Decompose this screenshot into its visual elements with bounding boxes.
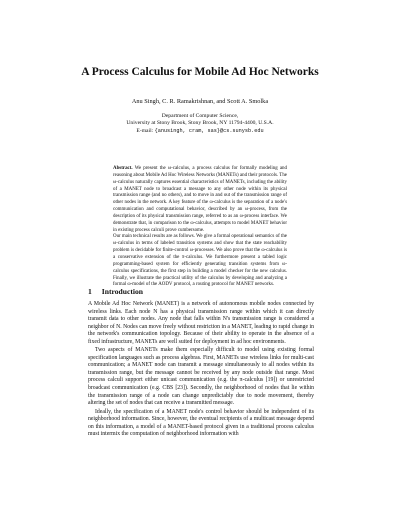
section-heading	[88, 287, 143, 296]
email-address: {anusingh, cram, sas}@cs.sunysb.edu	[154, 127, 264, 134]
abstract-paragraph-1	[113, 166, 287, 234]
email-line	[0, 128, 400, 135]
abstract-paragraph-2: Our main technical results are as follows. We give a formal operational semantics of the ω-calculus in terms of labeled transition systems and show that the state reachability problem is decidable for finite-control ω-processes. We also prove that the ω-calculus is a conservative extension of the π-calculus. We furthermore present a tabled logic programming-based system for efficiently generating transition systems from ω-calculus specifications, the first step in building a model checker for the new calculus. Finally, we illustrate the practical utility of the calculus by developing and analyzing a formal ω-model of the AODV protocol, a routing protocol for MANET networks.	[113, 234, 287, 288]
body-paragraph-2: Two aspects of MANETs make them especially difficult to model using existing formal specification languages such as process algebras. First, MANETs use wireless links for multi-cast communication; a MANET node can transmit a message simultaneously to all nodes within its transmission range, but the message cannot be received by any node outside that range. Most process calculi support either unicast communication (e.g. the π-calculus [19]) or unrestricted broadcast communication (e.g. CBS [23]). Secondly, the neighborhood of nodes that lie within the transmission range of a node can change unpredictably due to node movement, thereby altering the set of nodes that can receive a transmitted message.	[88, 347, 314, 407]
abstract-text: We present the ω-calculus, a process calculus for formally modeling and reasoning about Mobile Ad Hoc Wireless Networks (MANETs) and their protocols. The ω-calculus naturally captures essential characteristics of MANETs, including the ability of a MANET node to broadcast a message to any other node within its physical transmission range (and no others), and to move in and out of the transmission range of other nodes in the network. A key feature of the ω-calculus is the separation of a node's communication and computational behavior, described by an ω-process, from the description of its physical transmission range, referred to as an ω-process interface. We demonstrate that, in comparison to the ω-calculus, attempts to model MANET behavior in existing process calculi prove cumbersome.	[113, 166, 287, 233]
affiliation	[0, 113, 400, 135]
paper-title: A Process Calculus for Mobile Ad Hoc Networks	[81, 66, 319, 78]
section-title: Introduction	[101, 287, 144, 296]
section-number: 1	[88, 287, 92, 296]
body-paragraph-3: Ideally, the specification of a MANET node's control behavior should be independent of its neighborhood information. Since, however, the eventual recipients of a multicast message depend on this information, a model of a MANET-based protocol given in a traditional process calculus must intermix the computation of neighborhood information with	[88, 408, 314, 438]
body-text	[88, 301, 314, 439]
body-paragraph-1: A Mobile Ad Hoc Network (MANET) is a network of autonomous mobile nodes connected by wireless links. Each node N has a physical transmission range within which it can directly transmit data to other nodes. Any node that falls within N's transmission range is considered a neighbor of N. Nodes can move freely without restriction in a MANET, leading to rapid change in the network's communication topology. Because of their ability to operate in the absence of a fixed infrastructure, MANETs are well suited for deployment in ad hoc environments.	[88, 301, 314, 345]
university: University at Stony Brook, Stony Brook, NY 11794-4400, U.S.A.	[126, 120, 274, 127]
department: Department of Computer Science,	[161, 113, 239, 119]
email-prefix: E-mail:	[136, 127, 154, 134]
abstract	[113, 166, 287, 289]
author-list: Anu Singh, C. R. Ramakrishnan, and Scott A. Smolka	[131, 98, 269, 105]
abstract-label: Abstract.	[113, 166, 133, 171]
